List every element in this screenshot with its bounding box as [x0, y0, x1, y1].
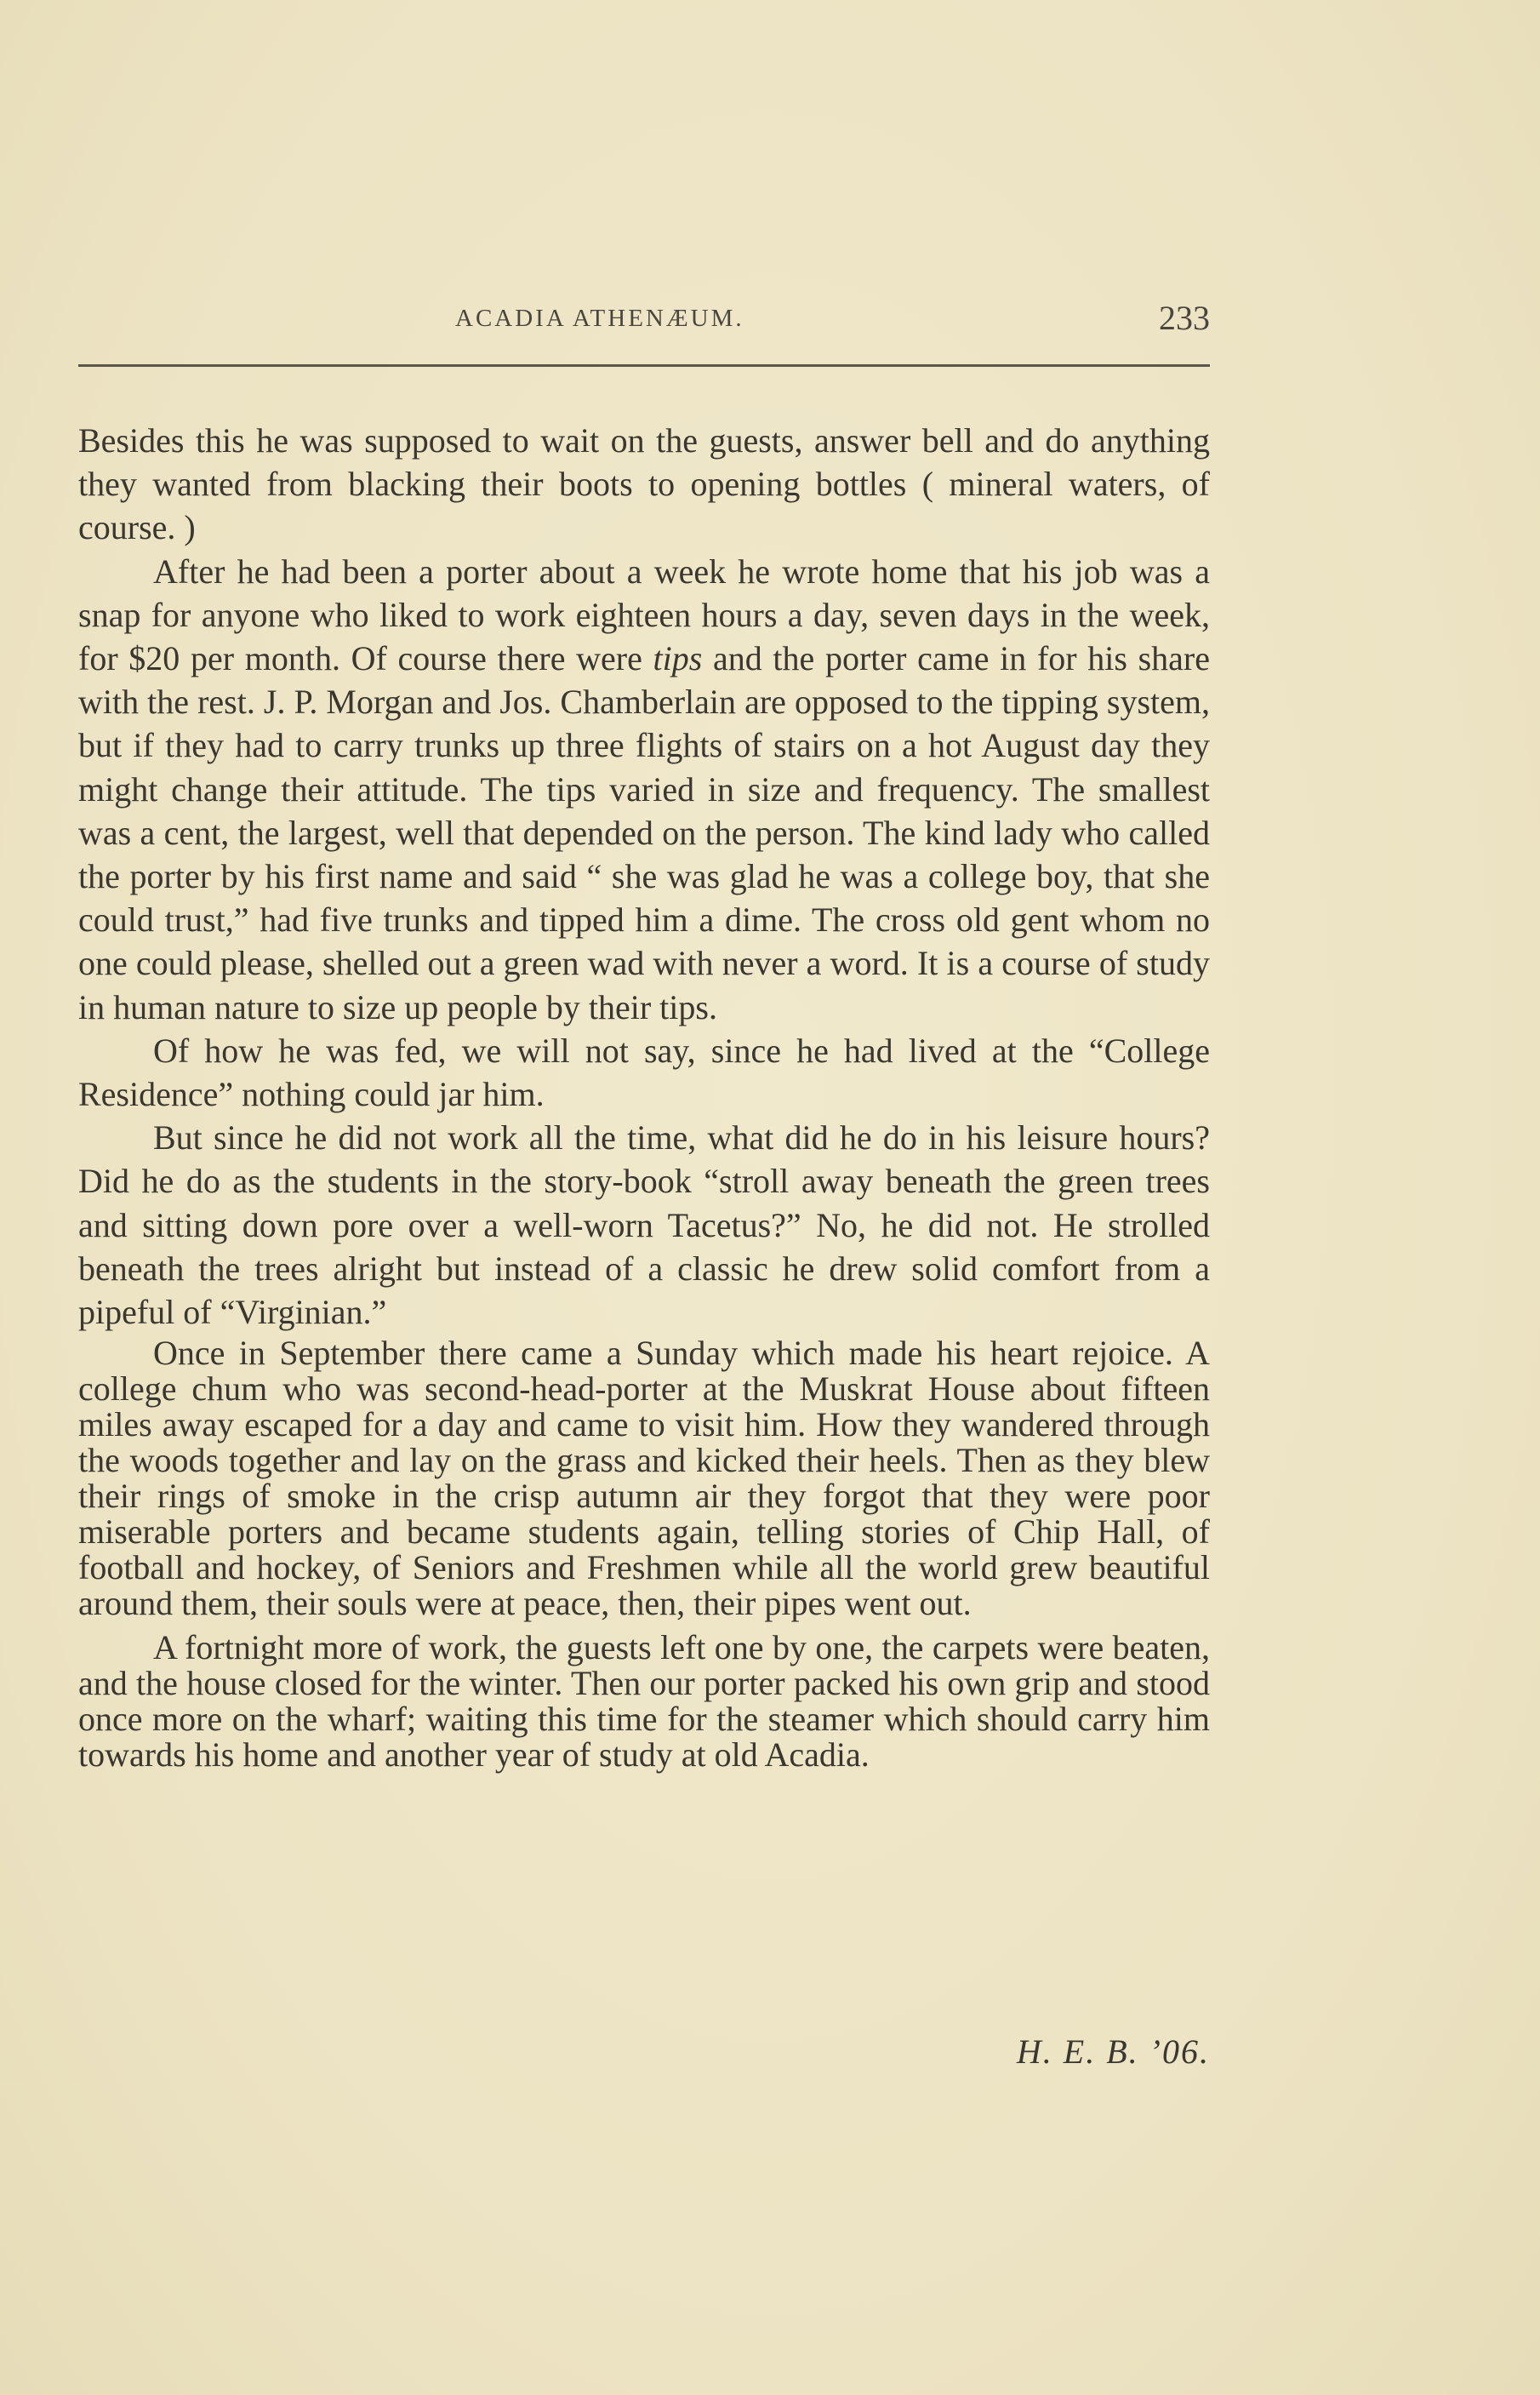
paragraph-2-part-b: and the porter came in for his share with the rest. J. P. Morgan and Jos. Chamberlain are opposed to the tipping system, but if they had to carry trunks up three flights of stairs on a hot August day they might change their attitude. The tips varied in size and frequency. The smallest was a cent, the largest, well that depended on the person. The kind lady who called the porter by his first name and said “ she was glad he was a college boy, that she could trust,” had five trunks and tipped him a dime. The cross old gent whom no one could please, shelled out a green wad with never a word. It is a course of study in human nature to size up people by their tips.	[78, 639, 1210, 1026]
paragraph-1: Besides this he was supposed to wait on the guests, answer bell and do anything they wanted from blacking their boots to opening bottles ( mineral waters, of course. )	[78, 421, 1210, 547]
journal-title: ACADIA ATHENÆUM.	[455, 305, 744, 332]
running-head	[78, 296, 1210, 347]
author-signature: H. E. B. ’06.	[1016, 2032, 1210, 2071]
page-number: 233	[1159, 299, 1210, 337]
tips-italic-word: tips	[653, 639, 703, 678]
header-rule	[78, 364, 1210, 367]
paragraph-5: Once in September there came a Sunday which made his heart rejoice. A college chum who was second-head-porter at the Muskrat House about fifteen miles away escaped for a day and came to visit him. How they wandered through the woods together and lay on the grass and kicked their heels. Then as they blew their rings of smoke in the crisp autumn air they forgot that they were poor miserable porters and became students again, telling stories of Chip Hall, of football and hockey, of Seniors and Freshmen while all the world grew beautiful around them, their souls were at peace, then, their pipes went out.	[78, 1334, 1210, 1623]
paragraph-6: A fortnight more of work, the guests left one by one, the carpets were beaten, and the house closed for the winter. Then our porter packed his own grip and stood once more on the wharf; waiting this time for the steamer which should carry him towards his home and another year of study at old Acadia.	[78, 1628, 1210, 1775]
paragraph-4: But since he did not work all the time, what did he do in his leisure hours? Did he do as the students in the story-book “stroll away beneath the green trees and sitting down pore over a well-worn Tacetus?” No, he did not. He strolled beneath the trees alright but instead of a classic he drew solid comfort from a pipeful of “Virginian.”	[78, 1118, 1210, 1332]
article-body	[78, 419, 1210, 1773]
paragraph-2	[78, 550, 1210, 1029]
paragraph-3: Of how he was fed, we will not say, since he had lived at the “College Residence” nothing could jar him.	[78, 1031, 1210, 1114]
paragraph-2-part-a: After he had been a porter about a week he wrote home that his job was a snap for anyone who liked to work eighteen hours a day, seven days in the week, for $20 per month. Of course there were	[78, 552, 1210, 678]
